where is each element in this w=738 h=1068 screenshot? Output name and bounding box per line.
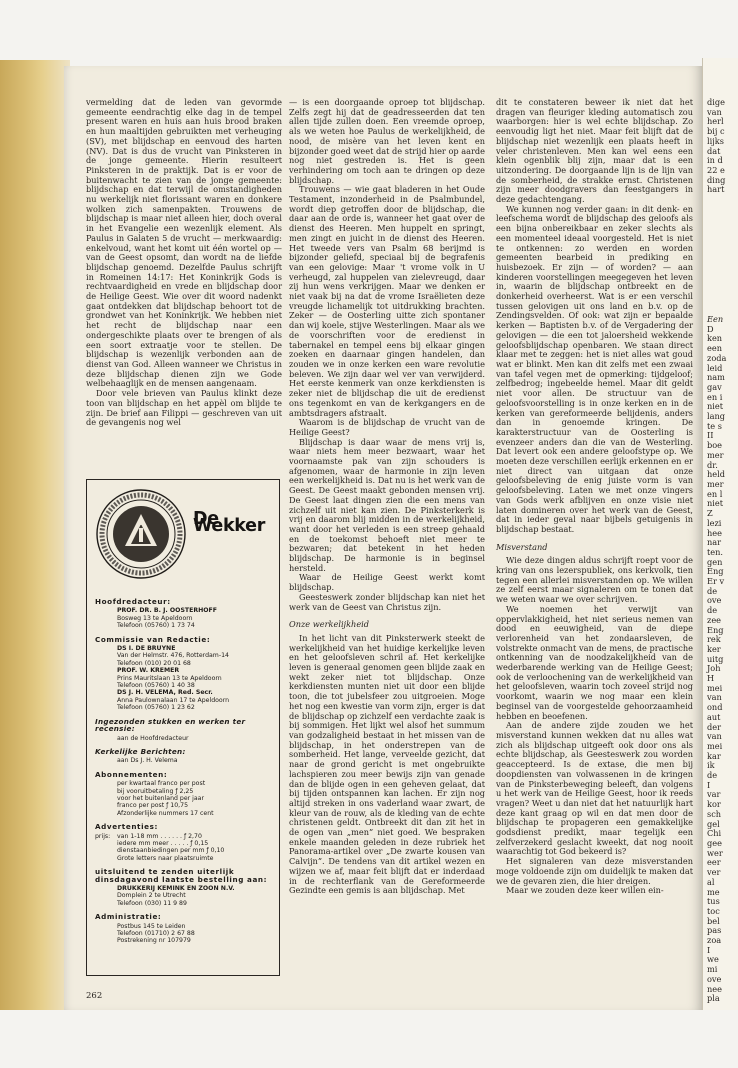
section-heading: Hoofdredacteur: — [95, 597, 171, 606]
facing-page-fragment: ond — [707, 702, 723, 713]
paragraph: Door vele brieven van Paulus klinkt deze toon van blijdschap en het appèl om blijde te zijn. De brief aan Filippi — geschreven van uit de gevangenis nog wel — [86, 388, 282, 428]
admin-line: Postrekening nr 107979 — [117, 937, 191, 945]
facing-page-fragment: gav — [707, 381, 722, 392]
facing-page-fragment: II — [707, 430, 714, 441]
facing-page-fragment: en i — [707, 391, 723, 402]
facing-page-fragment: Z — [707, 508, 713, 519]
subscription-line: bij vooruitbetaling ƒ 2,25 — [117, 787, 194, 795]
facing-page-fragment: hart — [707, 184, 725, 195]
paragraph: Geesteswerk zonder blijdschap kan niet het werk van de Geest van Christus zijn. — [289, 591, 485, 612]
subheading: Onze werkelijkheid — [289, 619, 370, 630]
facing-page-fragment: rek — [707, 634, 721, 645]
paragraph: — is een doorgaande oproep tot blijdschap. Zelfs zegt hij dat de geadresseerden dat ten allen tijde zullen doen. Een vreemde oproep, als we weten hoe Paulus de werkelijkheid, de nood, de misère van het leven kent en bijzonder goed weet dat de strijd hier op aarde nog niet gestreden is. Het is geen verhindering om toch aan te dringen op deze blijdschap. — [289, 97, 485, 185]
paragraph: Maar we zouden deze keer willen ein- — [506, 885, 664, 896]
paragraph: Blijdschap is daar waar de mens vrij is, waar niets hem meer bezwaart, waar het voornaamste pak van zijn schouders is afgenomen, waar de harmonie in zijn leven een werkelijkheid is. Dat nu is het werk van de Geest. De Geest maakt gebonden mensen vrij. De Geest laat dingen zien die een mens van zichzelf uit niet kan zien. De Pinksterkerk is vrij en daarom blij midden in de werkelijkheid, want door het verleden is een streep gehaald en de toekomst behoeft niet meer te bezwaren; dat betekent in het heden blijdschap. De harmonie is in beginsel hersteld. — [289, 436, 485, 573]
facing-page-fragment: me — [707, 886, 720, 897]
facing-page-fragment: ik — [707, 760, 715, 771]
member-name: DS I. DE BRUYNE — [117, 645, 176, 653]
printer-address: Domplein 2 te Utrecht — [117, 892, 186, 900]
facing-page-fragment: niet — [707, 498, 724, 509]
section-heading: Kerkelijke Berichten: — [95, 746, 186, 756]
facing-page-fragment: niet — [707, 401, 724, 412]
scan-background-bottom — [0, 1010, 738, 1068]
article-column-3 — [496, 98, 693, 896]
facing-page-fragment: dat — [707, 145, 721, 156]
article-column-2 — [289, 98, 485, 896]
member-phone: Telefoon (010) 20 01 68 — [117, 659, 191, 667]
paragraph: Aan de andere zijde zouden we het misverstand kunnen wekken dat nu alles wat zich als blijdschap uitgeeft ook door ons als echte blijdschap, als Geesteswerk zou worden geaccepteerd. Is de extase, die men bij doopdiensten van volwassenen in de kringen van de Pinksterbeweging beleeft, dan volgens u het werk van de Heilige Geest, hoor ik reeds vragen? Weet u dan niet dat het natuurlijk hart deze kant graag op wil en dat men door de blijdschap te propageren een gemakkelijke godsdienst predikt, maar tegelijk een zelfverzekerd geslacht kweekt, dat nog nooit waarachtig tot God bekeerd is? — [496, 720, 693, 857]
facing-page-fragment: uitg — [707, 653, 724, 664]
ad-price-line: van 1-18 mm . . . . . . ƒ 2,70 — [117, 832, 202, 840]
facing-page-fragment: van — [707, 692, 722, 703]
printer-phone: Telefoon (030) 11 9 89 — [117, 899, 187, 907]
facing-page-fragment: ove — [707, 973, 722, 984]
section-entry: aan de Hoofdredacteur — [117, 734, 189, 742]
section-heading: Commissie van Redactie: — [95, 634, 211, 644]
section-heading: Abonnementen: — [95, 769, 168, 779]
facing-page-fragment: 22 e — [707, 164, 725, 175]
subscription-line: Afzonderlijke nummers 17 cent — [117, 809, 214, 817]
facing-page-fragment: bel — [707, 915, 720, 926]
book-page-edges — [0, 60, 70, 1010]
facing-page-fragment: mer — [707, 449, 724, 460]
facing-page-fragment: ver — [707, 867, 721, 878]
facing-page-fragment: held — [707, 469, 725, 480]
facing-page-fragment: hee — [707, 527, 722, 538]
facing-page-fragment: gen — [707, 556, 723, 567]
facing-page-fragment: lijks — [707, 135, 724, 146]
facing-page-fragment: gel — [707, 818, 720, 829]
facing-page-fragment: lang — [707, 411, 726, 422]
editor-address: Bosweg 13 te Apeldoorn — [117, 614, 193, 622]
ad-price-line: iedere mm meer . . . . . ƒ 0,15 — [117, 839, 209, 847]
subscription-line: per kwartaal franco per post — [117, 780, 206, 788]
section-heading: uitsluitend te zenden uiterlijk dinsdagavond laatste bestelling aan: — [95, 867, 268, 884]
section-entry: aan Ds J. H. Velema — [117, 757, 178, 765]
facing-page-fragment: eer — [707, 857, 721, 868]
colophon-box — [86, 479, 280, 976]
facing-page-fragment: Eng — [707, 566, 724, 577]
facing-page-fragment: sch — [707, 808, 722, 819]
facing-page-fragment: Een — [707, 314, 724, 325]
subscription-line: voor het buitenland per jaar — [117, 794, 205, 802]
facing-page-fragment: zoda — [707, 352, 727, 363]
section-heading: Administratie: — [95, 912, 162, 922]
facing-page-fragment: mer — [707, 478, 724, 489]
subscription-line: franco per post ƒ 10,75 — [117, 802, 189, 810]
member-name: PROF. W. KREMER — [117, 667, 180, 675]
facing-page-fragment: Chi — [707, 828, 722, 839]
facing-page-fragment: een — [707, 343, 722, 354]
facing-page-fragment: I — [707, 944, 711, 955]
facing-page-fragment: de — [707, 605, 718, 616]
admin-line: Postbus 145 te Leiden — [117, 922, 186, 930]
magazine-title: De Wekker — [193, 509, 266, 537]
facing-page-fragment: dige — [707, 97, 725, 107]
paragraph: Waarom is de blijdschap de vrucht van de Heilige Geest? — [289, 417, 485, 437]
facing-page-fragment: gee — [707, 838, 722, 848]
scan-background-top — [0, 0, 738, 70]
ad-price-label: prijs: — [95, 832, 111, 840]
ad-price-row — [95, 833, 271, 840]
facing-page-fragment: we — [707, 954, 719, 965]
member-name: DS J. H. VELEMA, Red. Secr. — [117, 689, 213, 697]
member-address: Prins Mauritslaan 13 te Apeldoorn — [117, 674, 222, 682]
facing-page-fragment: aut — [707, 711, 721, 722]
paragraph: Wie deze dingen aldus schrijft roept voor de kring van ons lezerspubliek, ons kerkvolk, tien tegen een allerlei misverstanden op. We willen ze zelf eerst maar signaleren om te tonen dat we weten waar we over schrijven. — [496, 555, 693, 605]
facing-page-fragment: kar — [707, 750, 721, 761]
facing-page-text-fragments — [707, 98, 738, 1004]
facing-page-fragment: toc — [707, 905, 720, 916]
paragraph: Waar de Heilige Geest werkt komt blijdschap. — [289, 572, 485, 593]
facing-page-fragment: kor — [707, 799, 721, 810]
facing-page-fragment: var — [707, 789, 721, 800]
facing-page-fragment: mei — [707, 682, 723, 693]
facing-page-fragment: boe — [707, 440, 723, 451]
facing-page-fragment: de — [707, 770, 718, 781]
facing-page-fragment: zoa — [707, 935, 722, 946]
facing-page-fragment: pla — [707, 993, 720, 1004]
facing-page-fragment: der — [707, 721, 722, 732]
facing-page-fragment: lezi — [707, 517, 722, 528]
paragraph: In het licht van dit Pinksterwerk steekt de werkelijkheid van het huidige kerkelijke leven en het geloofsleven schril af. Het kerkelijke leven is generaal genomen geen blijde zaak en wekt zeker niet tot blijdschap. Onze kerkdiensten munten niet uit door een blijde toon, die tot jubelsfeer zou uitgroeien. Moge het nog een kwestie van vorm zijn, erger is dat de blijdschap op zichzelf een verdachte zaak is bij sommigen. Het lijkt wel alsof het summum van godzaligheid bestaat in het missen van de blijdschap, in het onderstrepen van de somberheid. Het lange, verveelde gezicht, dat naar de grond gericht is met ongebruikte lachspieren zou meer bewijs zijn van genade dan de blijde ogen in een geheven gelaat, dat bij tijden ontspannen kan lachen. Er zijn nog altijd streken in ons vaderland waar zwart, de kleur van de rouw, als de kleding van de echte christenen geldt. Ontbreekt dit dan zit het in de ogen van „men” niet goed. We bespraken enkele maanden geleden in deze rubriek het Panorama-artikel over „De zwarte kousen van Calvijn”. De tendens van dit artikel wezen en wijzen we af, maar feit blijft dat er inderdaad in de rechterflank van de Gereformeerde Gezindte een gemis is aan blijdschap. Met — [289, 632, 485, 896]
section-heading: Advertenties: — [95, 822, 158, 832]
seal-logo-icon — [95, 488, 187, 580]
printer-name: DRUKKERIJ KEMINK EN ZOON N.V. — [117, 885, 235, 892]
editor-name: PROF. DR. B. J. OOSTERHOFF — [117, 607, 218, 615]
facing-page-fragment: nee — [707, 983, 722, 994]
facing-page-fragment: ten. — [707, 546, 724, 557]
article-column-1 — [86, 98, 282, 428]
facing-page-fragment: I — [707, 779, 711, 790]
facing-page-fragment: Joh — [707, 663, 721, 674]
facing-page-fragment: nar — [707, 537, 722, 548]
facing-page-fragment: leid — [707, 362, 723, 373]
facing-page-fragment: van — [707, 731, 722, 742]
facing-page-fragment: ding — [707, 174, 726, 185]
facing-page-fragment: mei — [707, 740, 723, 751]
facing-page-fragment: tus — [707, 896, 720, 907]
facing-page-fragment: dr. — [707, 459, 718, 470]
editor-phone: Telefoon (05760) 1 73 74 — [117, 622, 195, 630]
paragraph: vermelding dat de leden van gevormde gemeente eendrachtig elke dag in de tempel present waren en huis aan huis brood braken en hun maaltijden gebruikten met verheuging (SV), met blijdschap en eenvoud des harten (NV). Dat is dus de vrucht van Pinksteren in de jonge gemeente. Hierin resulteert Pinksteren in de praktijk. Dat is er voor de buitenwacht te zien van de jonge gemeente: blijdschap en dat terwijl de omstandigheden nu werkelijk niet florissant waren en donkere wolken zich samenpakten. Trouwens de blijdschap is maar niet alleen hier, doch overal in het Evangelie een wezenlijk element. Als Paulus in Galaten 5 de vrucht — merkwaardig: enkelvoud, want het komt uit één wortel op — van de Geest opsomt, dan wordt na de liefde blijdschap genoemd. Dezelfde Paulus schrijft in Romeinen 14:17: Het Koninkrijk Gods is rechtvaardigheid en vrede en blijdschap door de Heilige Geest. Wie over dit woord nadenkt gaat ontdekken dat blijdschap behoort tot de grondwet van het Koninkrijk. We hebben niet het recht de blijdschap naar een ondergeschikte plaats over te brengen of als een soort extraatje voor te stellen. De blijdschap is wezenlijk verbonden aan de dienst van God. Alleen wanneer we Christus in deze blijdschap dienen zijn we Gode welbehaaglijk en de mensen aangenaam. — [86, 97, 282, 389]
facing-page-fragment: ker — [707, 643, 721, 654]
paragraph: Trouwens — wie gaat bladeren in het Oude Testament, inzonderheid in de Psalmbundel, wordt diep getroffen door de blijdschap, die daar aan de orde is, wanneer het gaat over de dienst des Heeren. Men huppelt en springt, men zingt en juicht in de dienst des Heeren. Het tweede vers van Psalm 68 berijmd is bijzonder geliefd, speciaal bij de begrafenis van een gelovige: Maar 't vrome volk in U verheugd, zal huppelen van zielevreugd, daar zij hun wens verkrijgen. Maar we denken er niet vaak bij na dat de vrome Israëlieten deze vreugde lichamelijk tot uitdrukking brachten. Zeker — de Oosterling uitte zich spontaner dan wij koele, stijve Westerlingen. Maar als we de voorschriften voor de eredienst in tabernakel en tempel eens bij elkaar gingen zoeken en daarnaar gingen handelen, dan zouden we in onze kerken een ware revolutie beleven. We zijn daar wel ver van verwijderd. Het eerste kenmerk van onze kerkdiensten is zeker niet de blijdschap die uit de eredienst ons tegenkomt en van de kerkgangers en de ambtsdragers afstraalt. — [289, 184, 485, 418]
section-heading: Ingezonden stukken en werken ter recensie: — [95, 716, 246, 734]
page-number: 262 — [86, 991, 103, 1001]
facing-page-fragment: bij c — [707, 126, 725, 137]
member-address: Anna Paulownalaan 17 te Apeldoorn — [117, 696, 230, 704]
paragraph: We kunnen nog verder gaan: in dit denk- en leefschema wordt de blijdschap des geloofs als een bijna onbereikbaar en zeker slechts als een momenteel ideaal voorgesteld. Het is niet te ontkennen: zo werden en worden gemeenten bearbeid in prediking en huisbezoek. Er zijn — of worden? — aan kinderen voorstellingen meegegeven het leven in, waarin de blijdschap ontbreekt en de donkerheid overheerst. Wat is er een verschil tussen gelovigen uit ons land en b.v. op de Zendingsvelden. Of ook: wat zijn er bepaalde kerken — Baptisten b.v. of de Vergadering der gelovigen — die een tot jaloersheid wekkende geloofsblijdschap openbaren. We staan direct klaar met te zeggen: het is niet alles wat goud wat er blinkt. Men kan dit zelfs met een zwaai van tafel vegen met de opmerking: tijdgeloof; zelfbedrog; ingebeelde hemel. Maar dit geldt niet voor allen. De structuur van de geloofsvoorstelling is in onze kerken en in de kerken van gereformeerde belijdenis, anders dan in genoemde kringen. De karakterstructuur van de Oosterling is evenzeer anders dan die van de Westerling. Dat levert ook een andere geloofstype op. We moeten deze verschillen eerlijk erkennen en er niet direct van uitgaan dat onze geloofsbeleving de enig juiste vorm is van geloofsbeleving. Laten we met onze vingers van Gods werk afblijven en onze visie niet laten domineren over het werk van de Geest, dat in ieder geval naar bijbels getuigenis in blijdschap bestaat. — [496, 203, 693, 534]
facing-page-fragment: ken — [707, 333, 723, 344]
facing-page-fragment: de — [707, 585, 718, 596]
facing-page-fragment: van — [707, 106, 722, 117]
member-phone: Telefoon (05760) 1 40 38 — [117, 682, 195, 690]
masthead-row — [87, 480, 279, 592]
facing-page-fragment: pas — [707, 925, 722, 936]
ad-price-line: dienstaanbiedingen per mm ƒ 0,10 — [117, 847, 225, 855]
ad-price-line: Grote letters naar plaatsruimte — [117, 854, 214, 862]
subheading: Misverstand — [496, 541, 548, 552]
member-address: Van der Helmstr. 476, Rotterdam-14 — [117, 652, 229, 660]
paragraph: We noemen het verwijt van oppervlakkigheid, het niet serieus nemen van dood en eeuwigheid, van de diepe verlorenheid van het zondaarsleven, de volstrekte onmacht van de mens, de practische ontkenning van de noodzakelijkheid van de wederbarende werking van de Heilige Geest; ook de verloochening van de werkelijkheid van het geloofsleven, waarin toch zoveel strijd nog voorkomt, waarin we nog maar een klein beginsel van de voorgestelde gehoorzaamheid hebben en beoefenen. — [496, 603, 693, 721]
facing-page-fragment: Eng — [707, 624, 724, 635]
facing-page-fragment: zee — [707, 614, 722, 625]
facing-page-fragment: nam — [707, 372, 725, 383]
facing-page-fragment: H — [707, 673, 715, 684]
admin-line: Telefoon (01710) 2 67 88 — [117, 930, 195, 938]
paragraph: Het signaleren van deze misverstanden moge voldoende zijn om duidelijk te maken dat we de gevaren zien, die hier dreigen. — [496, 856, 693, 886]
facing-page-fragment: D — [707, 323, 714, 334]
facing-page-fragment: mi — [707, 964, 718, 975]
facing-page-fragment: ove — [707, 595, 722, 606]
facing-page-fragment: te s — [707, 420, 722, 431]
facing-page-fragment: wer — [707, 847, 723, 858]
facing-page-fragment: Er v — [707, 576, 725, 587]
facing-page-fragment: en l — [707, 488, 723, 499]
member-phone: Telefoon (05760) 1 23 62 — [117, 704, 195, 712]
paragraph: dit te constateren beweer ik niet dat het dragen van fleuriger kleding automatisch zou waarborgen: hier is wel echte blijdschap. Zo eenvoudig ligt het niet. Maar feit blijft dat de blijdschap niet wezenlijk een plaats heeft in veler christenleven. Men kan wel eens een klein ogenblik blij zijn, maar dat is een uitzondering. De doorgaande lijn is de lijn van de somberheid, de strakke ernst. Christenen zijn meer doodgravers dan feestgangers in deze gedachtengang. — [496, 97, 693, 205]
facing-page-fragment: herl — [707, 116, 724, 127]
facing-page-fragment: al — [707, 876, 715, 887]
facing-page-fragment: in d — [707, 155, 723, 166]
